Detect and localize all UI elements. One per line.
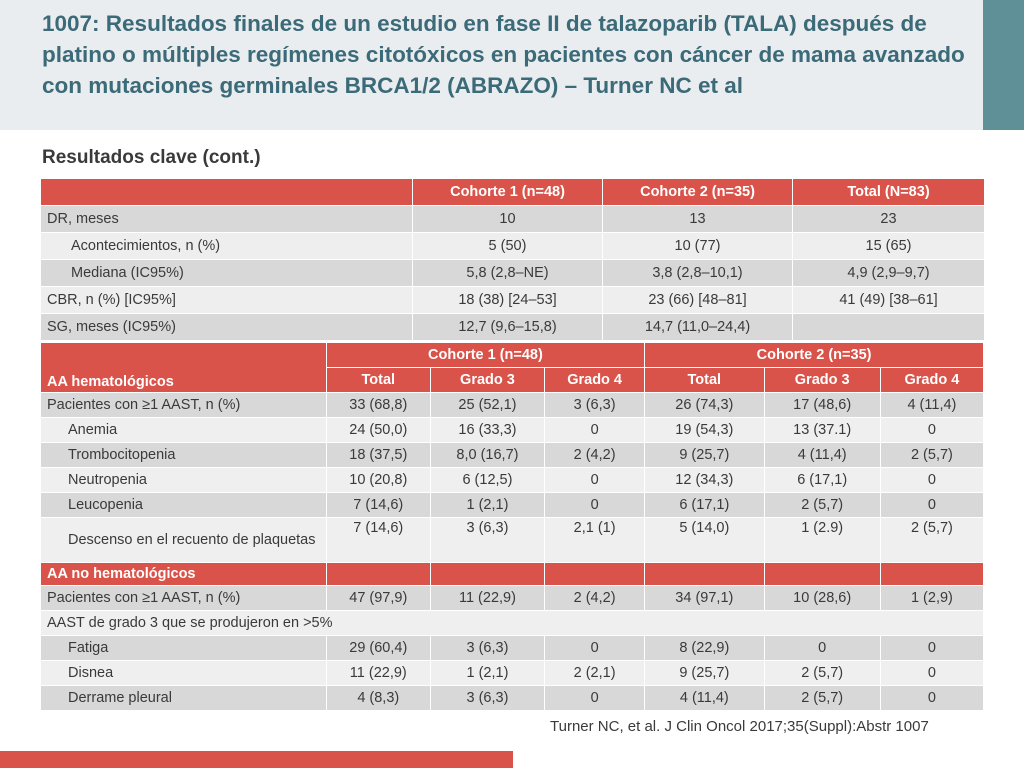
table-cell: 41 (49) [38–61]	[793, 287, 985, 314]
table-cell: 11 (22,9)	[430, 586, 544, 611]
table-cell: 29 (60,4)	[326, 636, 430, 661]
table-cell: 0	[545, 493, 645, 518]
table-cell: 23	[793, 206, 985, 233]
table-cell: 26 (74,3)	[645, 393, 764, 418]
table-cell	[764, 563, 880, 586]
row-label: Anemia	[41, 418, 327, 443]
row-label: Leucopenia	[41, 493, 327, 518]
table-row	[41, 393, 984, 418]
table-cell: 16 (33,3)	[430, 418, 544, 443]
table-row	[41, 611, 984, 636]
table-cell: 7 (14,6)	[326, 493, 430, 518]
table-cell: 0	[880, 636, 983, 661]
row-label: Disnea	[41, 661, 327, 686]
table-row	[41, 586, 984, 611]
table-cell: 2 (5,7)	[764, 493, 880, 518]
table-row	[41, 443, 984, 468]
table-row	[41, 661, 984, 686]
section-header-row	[41, 563, 984, 586]
table-cell: 2 (5,7)	[764, 661, 880, 686]
table-cell: 0	[545, 468, 645, 493]
table-cell: 5 (50)	[413, 233, 603, 260]
table-cell: 0	[880, 661, 983, 686]
table-cell: 4 (11,4)	[645, 686, 764, 711]
table-cell: 1 (2,1)	[430, 493, 544, 518]
table-cell: 13	[603, 206, 793, 233]
table-cell: 0	[880, 468, 983, 493]
table-cell: 1 (2.9)	[764, 518, 880, 563]
table-cell: 3 (6,3)	[430, 686, 544, 711]
table-cell: 0	[880, 686, 983, 711]
reference-citation: Turner NC, et al. J Clin Oncol 2017;35(Suppl):Abstr 1007	[550, 718, 929, 735]
table-header-cell	[41, 179, 413, 206]
row-label: Derrame pleural	[41, 686, 327, 711]
table-cell: 0	[880, 418, 983, 443]
table-cell: 0	[764, 636, 880, 661]
table-cell: 5,8 (2,8–NE)	[413, 260, 603, 287]
table-cell: 9 (25,7)	[645, 661, 764, 686]
table-cell: 4 (8,3)	[326, 686, 430, 711]
subheader-cell: Total	[645, 368, 764, 393]
table-cell: 2 (5,7)	[880, 518, 983, 563]
row-label: Neutropenia	[41, 468, 327, 493]
table-header-row	[41, 343, 984, 368]
table-cell	[326, 563, 430, 586]
footer-bar	[0, 751, 513, 768]
table-cell: 0	[545, 636, 645, 661]
table-cell: 10 (77)	[603, 233, 793, 260]
adverse-events-table	[40, 342, 984, 711]
row-label: CBR, n (%) [IC95%]	[41, 287, 413, 314]
table-cell: 4 (11,4)	[764, 443, 880, 468]
nonheme-group-header: AA no hematológicos	[41, 563, 327, 586]
row-label: Acontecimientos, n (%)	[41, 233, 413, 260]
table-row	[41, 518, 984, 563]
row-label: Descenso en el recuento de plaquetas	[41, 518, 327, 563]
table-cell: 8,0 (16,7)	[430, 443, 544, 468]
row-label: Pacientes con ≥1 AAST, n (%)	[41, 393, 327, 418]
table-row	[41, 468, 984, 493]
table-cell: 0	[880, 493, 983, 518]
accent-bar	[983, 0, 1024, 130]
row-label: Pacientes con ≥1 AAST, n (%)	[41, 586, 327, 611]
heme-group-header: AA hematológicos	[41, 343, 327, 393]
table-header-cell: Cohorte 2 (n=35)	[603, 179, 793, 206]
table-cell: 23 (66) [48–81]	[603, 287, 793, 314]
table-cell: 6 (17,1)	[645, 493, 764, 518]
table-cell: 2 (5,7)	[764, 686, 880, 711]
table-row	[41, 686, 984, 711]
table-cell: 10	[413, 206, 603, 233]
table-cell: 0	[545, 686, 645, 711]
table-cell: 6 (17,1)	[764, 468, 880, 493]
table-cell: 2 (4,2)	[545, 586, 645, 611]
table-cell: 6 (12,5)	[430, 468, 544, 493]
page-title: 1007: Resultados finales de un estudio en fase II de talazoparib (TALA) después de platino o múltiples regímenes citotóxicos en pacientes con cáncer de mama avanzado con mutaciones germinales BRCA1/2 (ABRAZO) – Turner NC et al	[42, 11, 965, 98]
table-row	[41, 418, 984, 443]
table-row	[41, 493, 984, 518]
section-subtitle: Resultados clave (cont.)	[42, 147, 261, 168]
table-cell: 2 (4,2)	[545, 443, 645, 468]
table-cell: 19 (54,3)	[645, 418, 764, 443]
table-cell: 25 (52,1)	[430, 393, 544, 418]
subheader-cell: Grado 4	[880, 368, 983, 393]
table-header-row	[41, 179, 985, 206]
row-label: SG, meses (IC95%)	[41, 314, 413, 341]
row-label: Mediana (IC95%)	[41, 260, 413, 287]
table-cell: 17 (48,6)	[764, 393, 880, 418]
table-cell: 18 (38) [24–53]	[413, 287, 603, 314]
table-cell: 2 (5,7)	[880, 443, 983, 468]
row-label: Fatiga	[41, 636, 327, 661]
table-cell: 18 (37,5)	[326, 443, 430, 468]
table-cell: 12,7 (9,6–15,8)	[413, 314, 603, 341]
table-cell: 7 (14,6)	[326, 518, 430, 563]
table-cell: 2,1 (1)	[545, 518, 645, 563]
table-cell: 3,8 (2,8–10,1)	[603, 260, 793, 287]
table-cell	[645, 563, 764, 586]
subheader-cell: Grado 4	[545, 368, 645, 393]
cohort1-header: Cohorte 1 (n=48)	[326, 343, 644, 368]
table-cell: 9 (25,7)	[645, 443, 764, 468]
table-row	[41, 314, 985, 341]
grade3-note: AAST de grado 3 que se produjeron en >5%	[41, 611, 984, 636]
table-cell: 4,9 (2,9–9,7)	[793, 260, 985, 287]
efficacy-table	[40, 178, 985, 341]
table-cell	[793, 314, 985, 341]
table-row	[41, 260, 985, 287]
table-cell: 3 (6,3)	[430, 518, 544, 563]
table-cell: 1 (2,1)	[430, 661, 544, 686]
table-cell: 4 (11,4)	[880, 393, 983, 418]
table-cell: 1 (2,9)	[880, 586, 983, 611]
table-cell: 8 (22,9)	[645, 636, 764, 661]
cohort2-header: Cohorte 2 (n=35)	[645, 343, 984, 368]
table-cell: 10 (20,8)	[326, 468, 430, 493]
table-cell: 3 (6,3)	[545, 393, 645, 418]
table-row	[41, 233, 985, 260]
table-cell: 10 (28,6)	[764, 586, 880, 611]
table-cell	[430, 563, 544, 586]
table-row	[41, 206, 985, 233]
subheader-cell: Grado 3	[430, 368, 544, 393]
table-cell: 34 (97,1)	[645, 586, 764, 611]
table-cell	[545, 563, 645, 586]
row-label: Trombocitopenia	[41, 443, 327, 468]
row-label: DR, meses	[41, 206, 413, 233]
table-cell: 5 (14,0)	[645, 518, 764, 563]
table-cell: 47 (97,9)	[326, 586, 430, 611]
table-cell: 14,7 (11,0–24,4)	[603, 314, 793, 341]
subheader-cell: Total	[326, 368, 430, 393]
table-cell: 24 (50,0)	[326, 418, 430, 443]
table-cell: 0	[545, 418, 645, 443]
table-row	[41, 287, 985, 314]
table-cell	[880, 563, 983, 586]
table-cell: 12 (34,3)	[645, 468, 764, 493]
table-cell: 11 (22,9)	[326, 661, 430, 686]
table-cell: 13 (37.1)	[764, 418, 880, 443]
table-cell: 2 (2,1)	[545, 661, 645, 686]
table-row	[41, 636, 984, 661]
table-cell: 3 (6,3)	[430, 636, 544, 661]
table-header-cell: Cohorte 1 (n=48)	[413, 179, 603, 206]
subheader-cell: Grado 3	[764, 368, 880, 393]
table-cell: 33 (68,8)	[326, 393, 430, 418]
table-cell: 15 (65)	[793, 233, 985, 260]
table-header-cell: Total (N=83)	[793, 179, 985, 206]
